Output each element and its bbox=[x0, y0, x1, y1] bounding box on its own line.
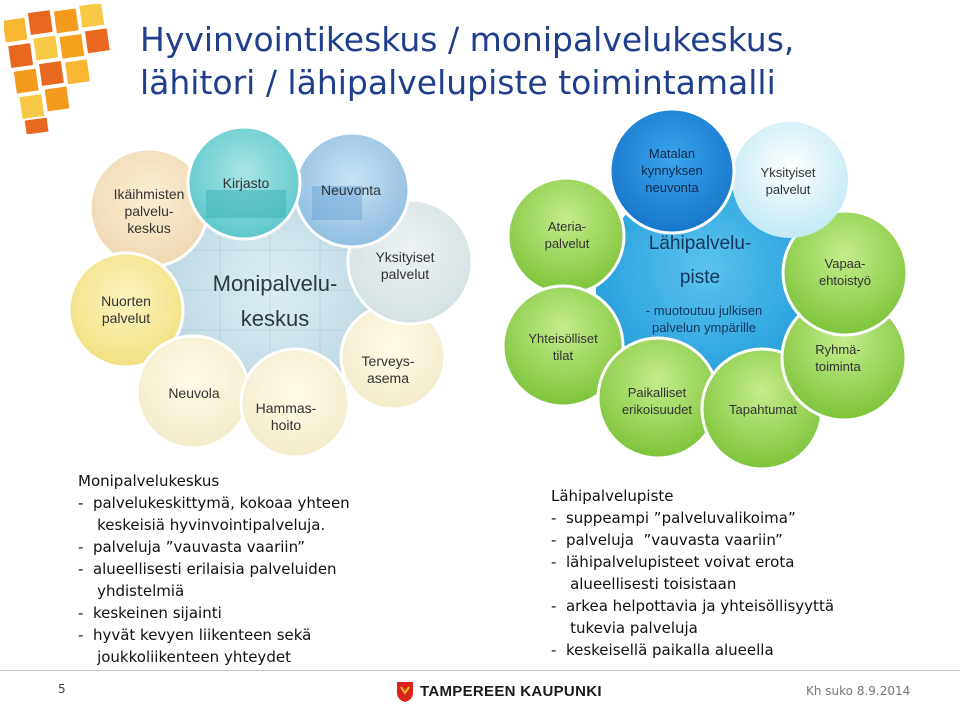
label-kirjasto: Kirjasto bbox=[222, 175, 270, 191]
title-line-2: lähitori / lähipalvelupiste toimintamalli bbox=[140, 63, 776, 102]
right-text-line: - arkea helpottavia ja yhteisöllisyyttä bbox=[551, 597, 835, 615]
label-ikaihmisten-3: keskus bbox=[127, 220, 171, 236]
label-neuvola: Neuvola bbox=[168, 385, 220, 401]
right-text-line: Lähipalvelupiste bbox=[551, 487, 674, 505]
label-matalan-3: neuvonta bbox=[645, 180, 699, 195]
label-vapaaehtoistyo-2: ehtoistyö bbox=[818, 273, 872, 288]
label-nuorten-2: palvelut bbox=[101, 310, 151, 326]
title-line-1: Hyvinvointikeskus / monipalvelukeskus, bbox=[140, 20, 795, 59]
left-text-line: - alueellisesti erilaisia palveluiden bbox=[78, 560, 337, 578]
center-left-line2: keskus bbox=[240, 306, 310, 331]
label-matalan-1: Matalan bbox=[648, 146, 696, 161]
monipalvelukeskus-description bbox=[78, 470, 350, 668]
right-text-line: - lähipalvelupisteet voivat erota bbox=[551, 553, 795, 571]
label-yhteisolliset-2: tilat bbox=[552, 348, 574, 363]
label-ateria-1: Ateria- bbox=[547, 219, 587, 234]
right-diagram bbox=[503, 109, 907, 469]
left-text-line: Monipalvelukeskus bbox=[78, 472, 220, 490]
lahipalvelupiste-description bbox=[551, 485, 834, 661]
left-text-line: - keskeinen sijainti bbox=[78, 604, 222, 622]
left-text-line: yhdistelmiä bbox=[78, 582, 185, 600]
center-right-sub2: palvelun ympärille bbox=[651, 320, 757, 335]
label-yksityiset-left-2: palvelut bbox=[380, 266, 430, 282]
tampere-crest-icon bbox=[396, 681, 414, 703]
label-matalan-2: kynnyksen bbox=[641, 163, 703, 178]
label-ryhmatoiminta-1: Ryhmä- bbox=[815, 342, 861, 357]
label-tapahtumat: Tapahtumat bbox=[729, 402, 797, 417]
center-right-title1: Lähipalvelu- bbox=[648, 233, 752, 254]
brand-name: TAMPEREEN KAUPUNKI bbox=[420, 683, 602, 700]
label-ryhmatoiminta-2: toiminta bbox=[815, 359, 861, 374]
label-yksityiset-right-2: palvelut bbox=[765, 182, 811, 197]
slide-number: 5 bbox=[58, 682, 66, 696]
left-text-line: - palvelukeskittymä, kokoaa yhteen bbox=[78, 494, 350, 512]
label-yksityiset-left-1: Yksityiset bbox=[375, 249, 435, 265]
right-text-line: alueellisesti toisistaan bbox=[551, 575, 737, 593]
label-paikalliset-2: erikoisuudet bbox=[621, 402, 693, 417]
label-terveysasema-1: Terveys- bbox=[361, 353, 415, 369]
label-ateria-2: palvelut bbox=[544, 236, 590, 251]
label-terveysasema-2: asema bbox=[366, 370, 410, 386]
label-yhteisolliset-1: Yhteisölliset bbox=[528, 331, 598, 346]
label-nuorten-1: Nuorten bbox=[101, 293, 151, 309]
left-text-line: keskeisiä hyvinvointipalveluja. bbox=[78, 516, 326, 534]
label-hammashoito-1: Hammas- bbox=[255, 400, 317, 416]
label-ikaihmisten-2: palvelu- bbox=[124, 203, 174, 219]
label-hammashoito-2: hoito bbox=[270, 417, 302, 433]
label-paikalliset-1: Paikalliset bbox=[627, 385, 687, 400]
right-text-line: - suppeampi ”palveluvalikoima” bbox=[551, 509, 796, 527]
left-text-line: - hyvät kevyen liikenteen sekä bbox=[78, 626, 312, 644]
center-right-sub1: - muotoutuu julkisen bbox=[645, 303, 763, 318]
circle-yksityiset-right bbox=[732, 122, 848, 238]
label-yksityiset-right-1: Yksityiset bbox=[760, 165, 816, 180]
left-text-line: - palveluja ”vauvasta vaariin” bbox=[78, 538, 306, 556]
right-text-line: - keskeisellä paikalla alueella bbox=[551, 641, 774, 659]
right-text-line: tukevia palveluja bbox=[551, 619, 698, 637]
label-neuvonta-left: Neuvonta bbox=[321, 182, 381, 198]
center-left-line1: Monipalvelu- bbox=[212, 271, 338, 296]
right-text-line: - palveluja ”vauvasta vaariin” bbox=[551, 531, 783, 549]
label-vapaaehtoistyo-1: Vapaa- bbox=[824, 256, 866, 271]
footer-date: Kh suko 8.9.2014 bbox=[806, 684, 911, 698]
left-text-line: joukkoliikenteen yhteydet bbox=[78, 648, 291, 666]
footer-divider bbox=[0, 670, 960, 671]
left-diagram bbox=[69, 127, 472, 457]
center-right-title2: piste bbox=[679, 267, 721, 288]
label-ikaihmisten-1: Ikäihmisten bbox=[113, 186, 185, 202]
